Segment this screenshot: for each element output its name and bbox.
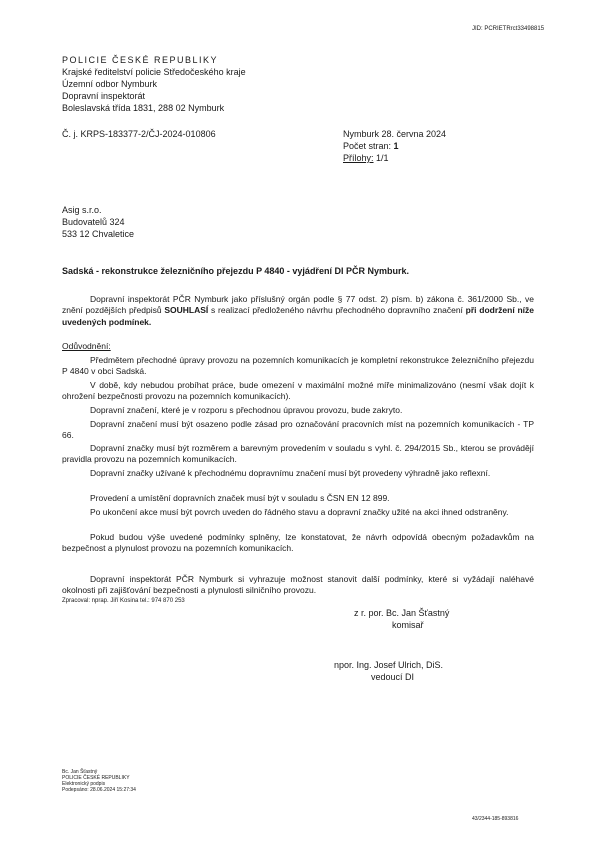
footer-code: 43/2344-185-893816 — [472, 816, 519, 822]
page-count-label: Počet stran: — [343, 141, 392, 151]
intro-mid: s realizací předloženého návrhu přechodného dopravního značení — [208, 305, 466, 316]
signatory-one-role: komisař — [392, 620, 424, 630]
paragraph: Provedení a umístění dopravních značek musí být v souladu s ČSN EN 12 899. — [90, 493, 390, 503]
signatory-two-name: npor. Ing. Josef Ulrich, DiS. — [334, 660, 444, 670]
paragraph: Dopravní značky užívané k přechodnému dopravnímu značení musí být provedeny výhradně jako reflexní. — [90, 468, 491, 478]
signatory-one-name: z r. por. Bc. Jan Šťastný — [354, 608, 450, 618]
org-name: POLICIE ČESKÉ REPUBLIKY — [62, 55, 219, 65]
subject-line: Sadská - rekonstrukce železničního přejezdu P 4840 - vyjádření DI PČR Nymburk. — [62, 266, 409, 276]
attachments — [343, 153, 389, 164]
page-count-value: 1 — [393, 141, 399, 151]
org-unit: Územní odbor Nymburk — [62, 79, 158, 89]
attachments-label: Přílohy: — [343, 153, 374, 163]
org-dept: Dopravní inspektorát — [62, 91, 146, 101]
document-date: Nymburk 28. června 2024 — [343, 129, 447, 139]
stamp-line: POLICIE ČESKÉ REPUBLIKY — [62, 775, 130, 781]
recipient-name: Asig s.r.o. — [62, 205, 102, 215]
signatory-two-role: vedoucí DI — [371, 672, 415, 682]
org-region: Krajské ředitelství policie Středočeského kraje — [62, 67, 246, 77]
reasoning-label: Odůvodnění: — [62, 341, 111, 351]
recipient-city: 533 12 Chvaletice — [62, 229, 135, 239]
attachments-value: 1/1 — [376, 153, 389, 163]
paragraph: Po ukončení akce musí být povrch uveden do řádného stavu a dopravní značky užité na akci ihned odstraněny. — [90, 507, 509, 517]
document-id: JID: PCRIETRrct33498815 — [472, 26, 545, 32]
reference-number: Č. j. KRPS-183377-2/ČJ-2024-010806 — [62, 129, 216, 139]
paragraph: Dopravní značení musí být osazeno podle zásad pro označování pracovních míst na pozemních komunikacích - TP 66. — [62, 419, 534, 441]
recipient-street: Budovatelů 324 — [62, 217, 125, 227]
intro-condition: při dodržení níže uvedených podmínek. — [62, 305, 535, 327]
paragraph: Předmětem přechodné úpravy provozu na pozemních komunikacích je kompletní rekonstrukce železničního přejezdu P 4840 v obci Sadská. — [62, 355, 534, 377]
paragraph: Dopravní značení, které je v rozporu s přechodnou úpravou provozu, bude zakryto. — [90, 405, 403, 415]
stamp-line: Elektronický podpis — [62, 781, 106, 787]
reservation-paragraph: Dopravní inspektorát PČR Nymburk si vyhrazuje možnost stanovit další podmínky, které si vyžádají naléhavé okolnosti při zajišťování bezpečnosti a plynulosti silničního provozu. — [62, 574, 534, 596]
stamp-line: Podepsáno: 28.06.2024 15:27:34 — [62, 787, 136, 793]
intro-paragraph — [62, 294, 534, 328]
page-count — [343, 141, 399, 152]
intro-lead: Dopravní inspektorát PČR Nymburk jako příslušný orgán podle § 77 odst. 2) písm. b) zákona č. 361/2000 Sb., ve znění pozdějších předpisů — [62, 294, 534, 316]
paragraph: V době, kdy nebudou probíhat práce, bude omezení v maximální možné míře minimalizováno (nesmí však dojít k ohrožení bezpečnosti provozu na pozemních komunikacích). — [62, 380, 534, 402]
stamp-line: Bc. Jan Šťastný — [62, 769, 98, 775]
paragraph: Pokud budou výše uvedené podmínky splněny, lze konstatovat, že návrh odpovídá obecným požadavkům na bezpečnost a plynulost provozu na pozemních komunikacích. — [62, 532, 534, 554]
paragraph: Dopravní značky musí být rozměrem a barevným provedením v souladu s vyhl. č. 294/2015 Sb., kterou se provádějí pravidla provozu na pozemních komunikacích. — [62, 443, 534, 465]
org-address: Boleslavská třída 1831, 288 02 Nymburk — [62, 103, 225, 113]
contact-line: Zpracoval: nprap. Jiří Kosina tel.: 974 870 253 — [62, 598, 185, 604]
intro-agree: SOUHLASÍ — [164, 305, 209, 316]
